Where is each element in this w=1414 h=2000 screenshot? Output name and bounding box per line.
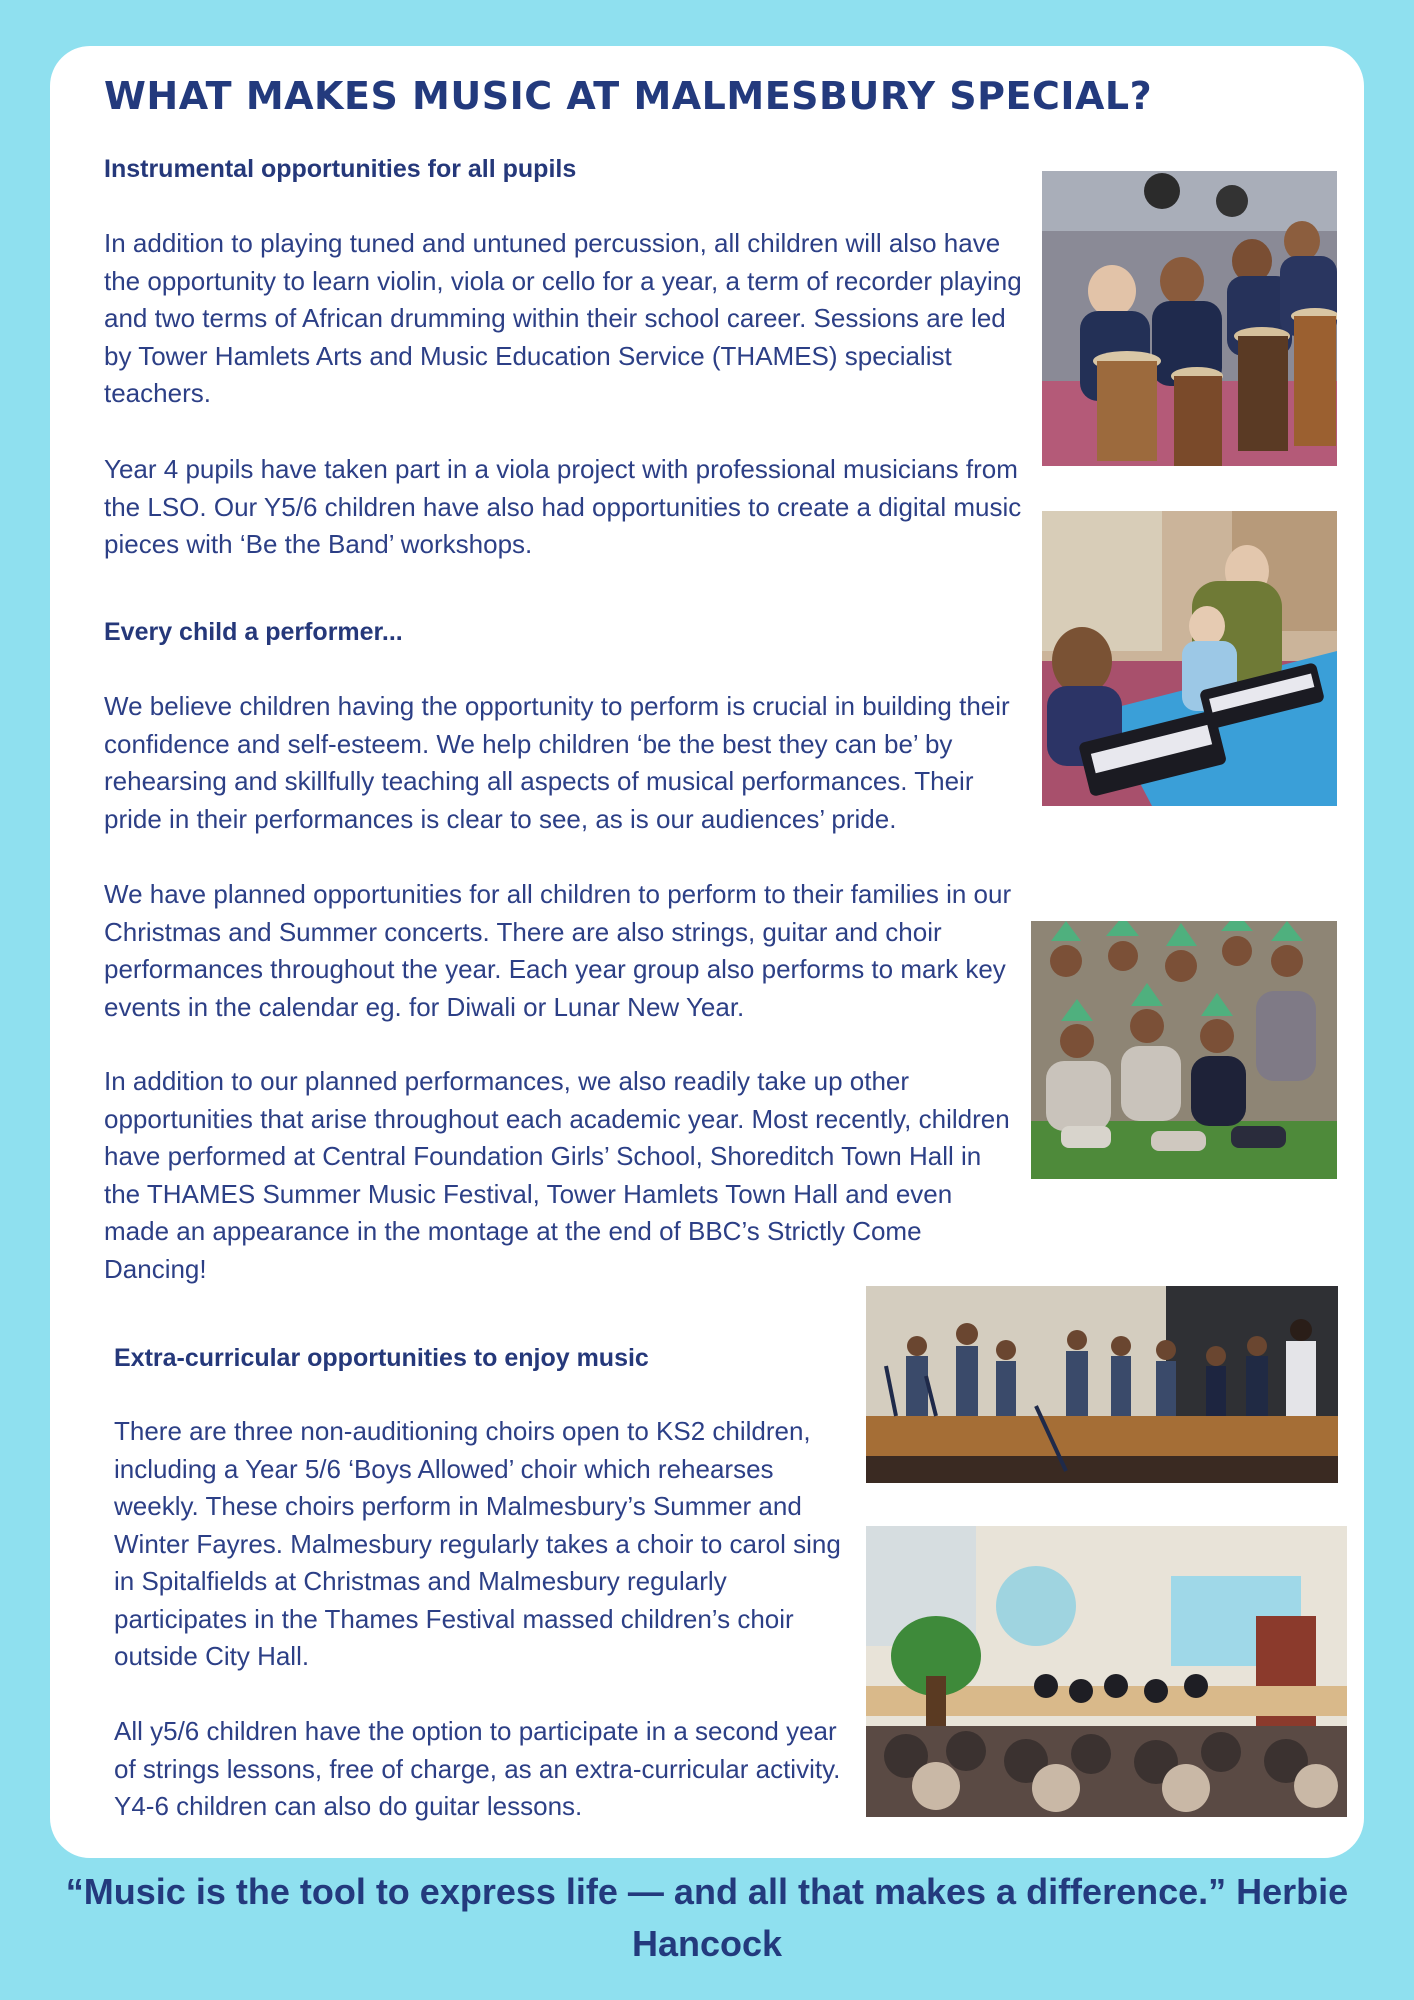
section-heading-performer: Every child a performer... <box>104 618 403 646</box>
extracurricular-paragraph-2: All y5/6 children have the option to participate in a second year of strings lessons, free of charge, as an extra-curricular activity. Y4-6 children can also do guitar lessons. <box>114 1716 841 1821</box>
keyboard-photo <box>1042 511 1337 806</box>
instrumental-paragraph-1: In addition to playing tuned and untuned percussion, all children will also have the opportunity to learn violin, viola or cello for a year, a term of recorder playing and two terms of African drumming within their school career. Sessions are led by Tower Hamlets Arts and Music Education Service (THAMES) specialist teachers. <box>104 228 1022 408</box>
school-hall-performance-photo <box>866 1526 1347 1817</box>
instrumental-paragraph-2: Year 4 pupils have taken part in a viola project with professional musicians from the LSO. Our Y5/6 children have also had opportunities to create a digital music pieces with ‘Be the Band’ workshops. <box>104 454 1022 559</box>
section-heading-instrumental: Instrumental opportunities for all pupils <box>104 155 577 183</box>
section-heading-extracurricular: Extra-curricular opportunities to enjoy music <box>114 1344 649 1372</box>
performer-paragraph-3: In addition to our planned performances, we also readily take up other opportunities that arise throughout each academic year. Most recently, children have performed at Central Foundation Girls’ School, Shoreditch Town Hall in the THAMES Summer Music Festival, Tower Hamlets Town Hall and even made an appearance in the montage at the end of BBC’s Strictly Come Dancing! <box>104 1066 1010 1284</box>
closing-quote: “Music is the tool to express life — and all that makes a difference.” Herbie Hancock <box>65 1871 1349 1964</box>
page-title: WHAT MAKES MUSIC AT MALMESBURY SPECIAL? <box>104 74 1153 118</box>
extracurricular-paragraph-1: There are three non-auditioning choirs open to KS2 children, including a Year 5/6 ‘Boys Allowed’ choir which rehearses weekly. These choirs perform in Malmesbury’s Summer and Winter Fayres. Malmesbury regularly takes a choir to carol sing in Spitalfields at Christmas and Malmesbury regularly participates in the Thames Festival massed children’s choir outside City Hall. <box>114 1416 841 1671</box>
strings-performance-photo <box>866 1286 1338 1483</box>
drumming-photo <box>1042 171 1337 466</box>
performer-paragraph-2: We have planned opportunities for all children to perform to their families in our Christmas and Summer concerts. There are also strings, guitar and choir performances throughout the year. Each year group also performs to mark key events in the calendar eg. for Diwali or Lunar New Year. <box>104 879 1012 1022</box>
performer-paragraph-1: We believe children having the opportunity to perform is crucial in building their confidence and self-esteem. We help children ‘be the best they can be’ by rehearsing and skillfully teaching all aspects of musical performances. Their pride in their performances is clear to see, as is our audiences’ pride. <box>104 691 1010 834</box>
children-concert-photo <box>1031 921 1337 1179</box>
